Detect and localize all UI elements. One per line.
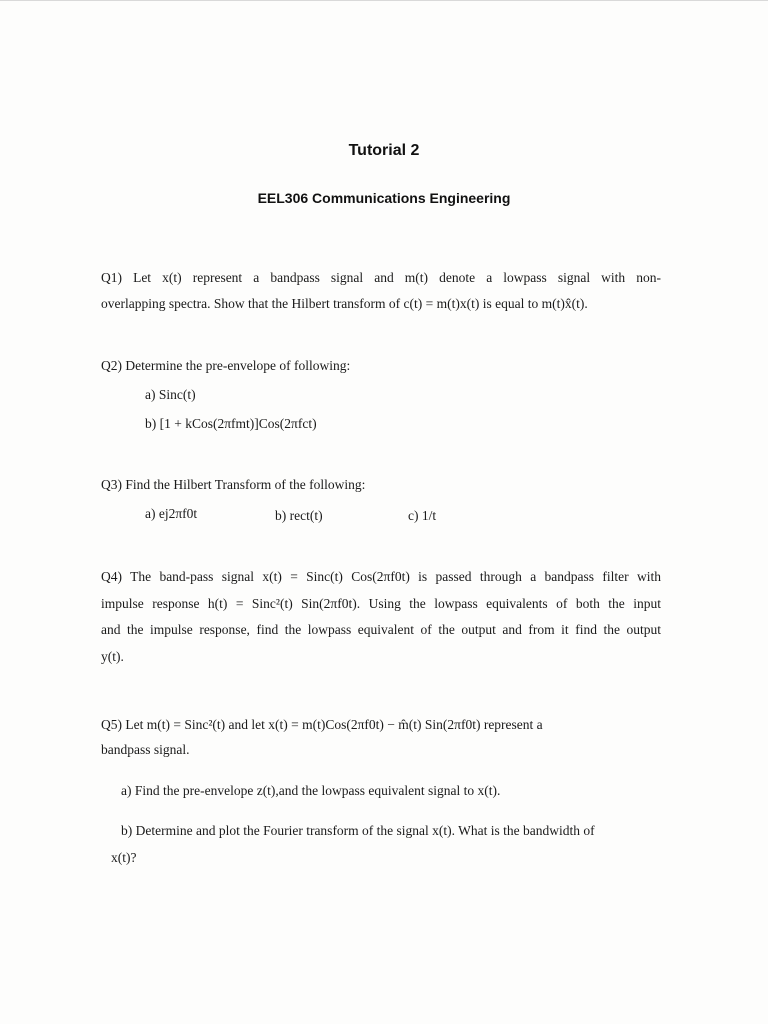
q2-prompt: Q2) Determine the pre-envelope of following: [101, 358, 351, 373]
q4-line-4: y(t). [101, 649, 124, 664]
q5-line-1: Q5) Let m(t) = Sinc²(t) and let x(t) = m(t)Cos(2πf0t) − m̂(t) Sin(2πf0t) represent a [101, 717, 543, 732]
q2-option-b: b) [1 + kCos(2πfmt)]Cos(2πfct) [145, 416, 317, 431]
q1-line-2: overlapping spectra. Show that the Hilbert transform of c(t) = m(t)x(t) is equal to m(t)x̂(t). [101, 296, 588, 311]
q3-prompt: Q3) Find the Hilbert Transform of the following: [101, 477, 366, 492]
q3-option-b: b) rect(t) [275, 508, 323, 523]
q1-line-1: Q1) Let x(t) represent a bandpass signal and m(t) denote a lowpass signal with non- [101, 270, 661, 285]
page-title: Tutorial 2 [348, 142, 420, 159]
q5-line-2: bandpass signal. [101, 742, 190, 757]
q5-option-b-line-2: x(t)? [111, 850, 137, 865]
q4-line-2: impulse response h(t) = Sinc²(t) Sin(2πf0t). Using the lowpass equivalents of both the input [101, 596, 661, 611]
q2-option-a: a) Sinc(t) [145, 387, 196, 402]
q3-option-c: c) 1/t [408, 508, 437, 523]
course-subtitle: EEL306 Communications Engineering [257, 190, 511, 206]
q5-option-a: a) Find the pre-envelope z(t),and the lowpass equivalent signal to x(t). [121, 783, 501, 798]
scan-edge [0, 0, 768, 1]
q4-line-3: and the impulse response, find the lowpass equivalent of the output and from it find the output [101, 622, 661, 637]
q3-option-a: a) ej2πf0t [145, 506, 198, 521]
q5-option-b-line-1: b) Determine and plot the Fourier transform of the signal x(t). What is the bandwidth of [121, 823, 595, 838]
q4-line-1: Q4) The band-pass signal x(t) = Sinc(t) Cos(2πf0t) is passed through a bandpass filter with [101, 569, 661, 584]
